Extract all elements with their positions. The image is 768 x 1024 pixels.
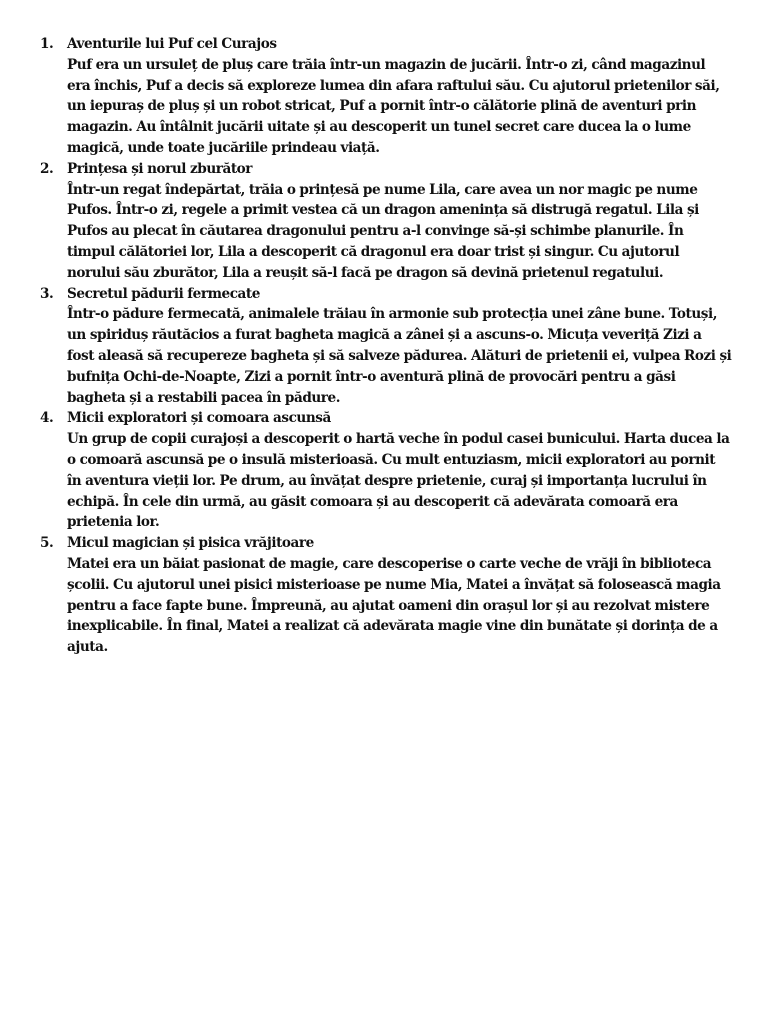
story-list	[40, 34, 732, 658]
list-item-story-5	[40, 533, 732, 658]
story-title: Aventurile lui Puf cel Curajos	[67, 36, 277, 52]
story-body: Un grup de copii curajoși a descoperit o hartă veche în podul casei bunicului. Harta ducea la o comoară ascunsă pe o insulă misterioasă. Cu mult entuziasm, micii exploratori au pornit în aventura vieții lor. Pe drum, au învățat despre prietenie, curaj și importanța lucrului în echipă. În cele din urmă, au găsit comoara și au descoperit că adevărata comoară era prietenia lor.	[67, 431, 730, 531]
list-item-story-2	[40, 159, 732, 284]
story-title: Prințesa și norul zburător	[67, 160, 252, 177]
story-body: Puf era un ursuleț de pluș care trăia într-un magazin de jucării. Într-o zi, când magazinul era închis, Puf a decis să exploreze lumea din afara raftului său. Cu ajutorul prietenilor săi, un iepuraș de pluș și un robot stricat, Puf a pornit într-o călătorie plină de aventuri prin magazin. Au întâlnit jucării uitate și au descoperit un tunel secret care ducea la o lume magică, unde toate jucăriile prindeau viață.	[67, 56, 720, 156]
list-item-story-4	[40, 408, 732, 533]
list-item-story-3	[40, 284, 732, 409]
story-body: Matei era un băiat pasionat de magie, care descoperise o carte veche de vrăji în biblioteca școlii. Cu ajutorul unei pisici misterioase pe nume Mia, Matei a învățat să folosească magia pentru a face fapte bune. Împreună, au ajutat oameni din orașul lor și au rezolvat mistere inexplicabile. În final, Matei a realizat că adevărata magie vine din bunătate și dorința de a ajuta.	[67, 555, 721, 656]
list-number: 1.	[40, 36, 54, 52]
story-title: Secretul pădurii fermecate	[67, 285, 260, 302]
list-item-story-1	[40, 34, 732, 159]
story-title: Micul magician și pisica vrăjitoare	[67, 535, 314, 552]
list-number: 4.	[40, 410, 54, 427]
story-body: Într-o pădure fermecată, animalele trăiau în armonie sub protecția unei zâne bune. Totuși, un spiriduș răutăcios a furat bagheta magică a zânei și a ascuns-o. Micuța veveriță Zizi a fost aleasă să recupereze bagheta și să salveze pădurea. Alături de prietenii ei, vulpea Rozi și bufnița Ochi-de-Noapte, Zizi a pornit într-o aventură plină de provocări pentru a găsi bagheta și a restabili pacea în pădure.	[67, 306, 732, 406]
list-number: 2.	[40, 160, 54, 177]
story-body: Într-un regat îndepărtat, trăia o prințesă pe nume Lila, care avea un nor magic pe nume Pufos. Într-o zi, regele a primit vestea că un dragon amenința să distrugă regatul. Lila și Pufos au plecat în căutarea dragonului pentru a-l convinge să-și schimbe planurile. În timpul călătoriei lor, Lila a descoperit că dragonul era doar trist și singur. Cu ajutorul norului său zburător, Lila a reușit să-l facă pe dragon să devină prietenul regatului.	[67, 181, 699, 281]
list-number: 3.	[40, 285, 54, 302]
list-number: 5.	[40, 535, 54, 552]
story-title: Micii exploratori și comoara ascunsă	[67, 410, 331, 427]
